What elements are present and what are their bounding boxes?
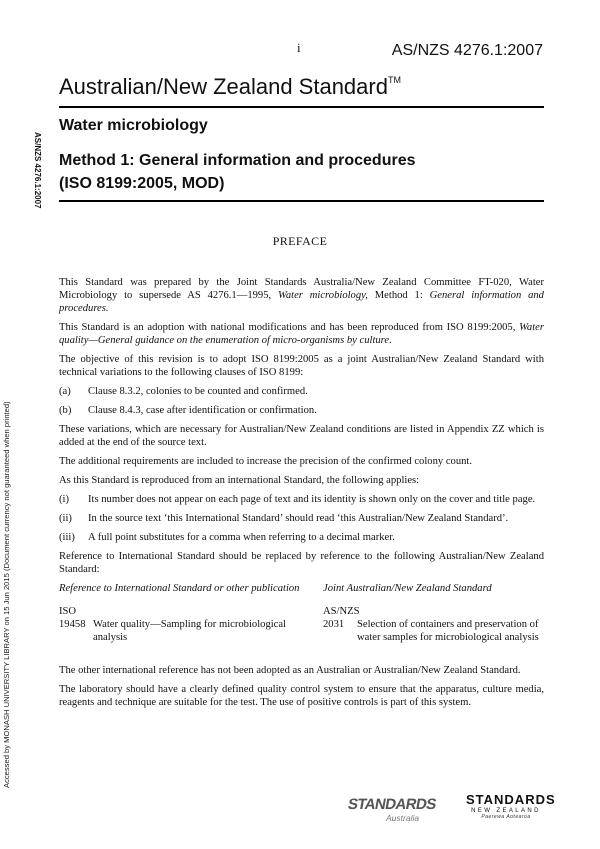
paragraph-4: These variations, which are necessary for Australian/New Zealand conditions are listed in Appendix ZZ which is added at the end of the source text. bbox=[59, 424, 544, 448]
standards-nz-sub: NEW ZEALAND bbox=[471, 808, 541, 814]
paragraph-9: The laboratory should have a clearly defined quality control system to ensure that the apparatus, culture media, reagents and technique are suitable for the test. The use of positive controls is part of this system. bbox=[59, 684, 544, 708]
clause-item bbox=[59, 404, 544, 417]
applies-marker: (ii) bbox=[59, 513, 72, 524]
reference-entry-row bbox=[59, 618, 544, 644]
paragraph-2 bbox=[59, 321, 544, 347]
standards-australia-wordmark: STANDARDS bbox=[346, 796, 438, 813]
side-document-id: AS/NZS 4276.1:2007 bbox=[33, 132, 42, 209]
clause-marker: (a) bbox=[59, 386, 71, 397]
trademark-mark: TM bbox=[387, 74, 401, 85]
p1-text: This Standard was prepared by the Joint Standards Australia/New Zealand Committee FT-020, Water Microbiology to supersede AS 4276.1—1995, bbox=[59, 277, 544, 301]
p2-end: . bbox=[389, 335, 392, 346]
paragraph-7: Reference to International Standard should be replaced by reference to the following Australian/New Zealand Standard: bbox=[59, 551, 544, 575]
paragraph-6: As this Standard is reproduced from an international Standard, the following applies: bbox=[59, 475, 420, 486]
reference-table bbox=[59, 582, 544, 644]
clause-marker: (b) bbox=[59, 405, 72, 416]
subject-title: Water microbiology bbox=[59, 117, 208, 134]
access-notice: Accessed by MONASH UNIVERSITY LIBRARY on 15 Jun 2015 (Document currency not guaranteed when printed) bbox=[2, 401, 11, 788]
p1-method: Method 1: bbox=[367, 290, 430, 301]
reference-right-header: Joint Australian/New Zealand Standard bbox=[323, 583, 492, 594]
standards-australia-logo bbox=[346, 792, 438, 830]
standard-name: Australian/New Zealand Standard bbox=[59, 74, 388, 99]
paragraph-3: The objective of this revision is to adopt ISO 8199:2005 as a joint Australian/New Zealand Standard with technical variations to the following clauses of ISO 8199: bbox=[59, 354, 544, 378]
standard-title bbox=[59, 74, 401, 100]
standards-new-zealand-logo bbox=[466, 792, 556, 832]
p1-title-italic: Water microbiology, bbox=[278, 290, 368, 301]
p2-text: This Standard is an adoption with national modifications and has been reproduced from ISO 8199:2005, bbox=[59, 322, 520, 333]
reference-left-title: Water quality—Sampling for microbiological analysis bbox=[93, 619, 287, 643]
reference-right-title: Selection of containers and preservation of water samples for microbiological analysis bbox=[357, 619, 539, 643]
page-number: i bbox=[297, 40, 301, 55]
clause-item bbox=[59, 385, 544, 398]
reference-left-header: Reference to International Standard or other publication bbox=[59, 583, 300, 594]
applies-text: Its number does not appear on each page of text and its identity is shown only on the cover and title page. bbox=[88, 494, 536, 505]
reference-org-row bbox=[59, 605, 544, 618]
reference-left-entry bbox=[59, 618, 323, 644]
applies-marker: (i) bbox=[59, 494, 69, 505]
applies-marker: (iii) bbox=[59, 532, 75, 543]
clause-text: Clause 8.3.2, colonies to be counted and confirmed. bbox=[88, 386, 308, 397]
method-title bbox=[59, 149, 416, 195]
applies-item bbox=[59, 531, 544, 544]
p1-method-italic: General information and procedures. bbox=[59, 290, 544, 314]
method-title-line-1: Method 1: General information and procedures bbox=[59, 152, 416, 169]
paragraph-1 bbox=[59, 276, 544, 315]
applies-item bbox=[59, 512, 544, 525]
applies-text: A full point substitutes for a comma when referring to a decimal marker. bbox=[88, 532, 395, 543]
reference-right-entry bbox=[323, 618, 544, 644]
preface-heading: PREFACE bbox=[272, 234, 328, 248]
p2-title-italic: Water quality—General guidance on the enumeration of micro-organisms by culture bbox=[59, 322, 544, 346]
standards-nz-tagline: Paerewa Aotearoa bbox=[481, 814, 531, 820]
standards-australia-sub: Australia bbox=[386, 813, 420, 823]
reference-right-org: AS/NZS bbox=[323, 606, 360, 617]
table-spacer bbox=[59, 650, 544, 664]
reference-left-number: 19458 bbox=[59, 619, 86, 630]
clause-text: Clause 8.4.3, case after identification or confirmation. bbox=[88, 405, 317, 416]
document-id: AS/NZS 4276.1:2007 bbox=[391, 42, 543, 59]
reference-left-org: ISO bbox=[59, 606, 77, 617]
method-title-line-2: (ISO 8199:2005, MOD) bbox=[59, 175, 225, 192]
title-rule-top bbox=[59, 106, 544, 108]
preface-body bbox=[59, 276, 544, 715]
applies-item bbox=[59, 493, 544, 506]
standards-nz-wordmark: STANDARDS bbox=[466, 792, 556, 807]
reference-right-number: 2031 bbox=[323, 619, 345, 630]
title-rule-bottom bbox=[59, 200, 544, 202]
reference-table-header bbox=[59, 582, 544, 605]
paragraph-5: The additional requirements are included to increase the precision of the confirmed colony count. bbox=[59, 456, 473, 467]
paragraph-8: The other international reference has not been adopted as an Australian or Australian/New Zealand Standard. bbox=[59, 665, 521, 676]
applies-text: In the source text ‘this International Standard’ should read ‘this Australian/New Zealand Standard’. bbox=[88, 513, 509, 524]
